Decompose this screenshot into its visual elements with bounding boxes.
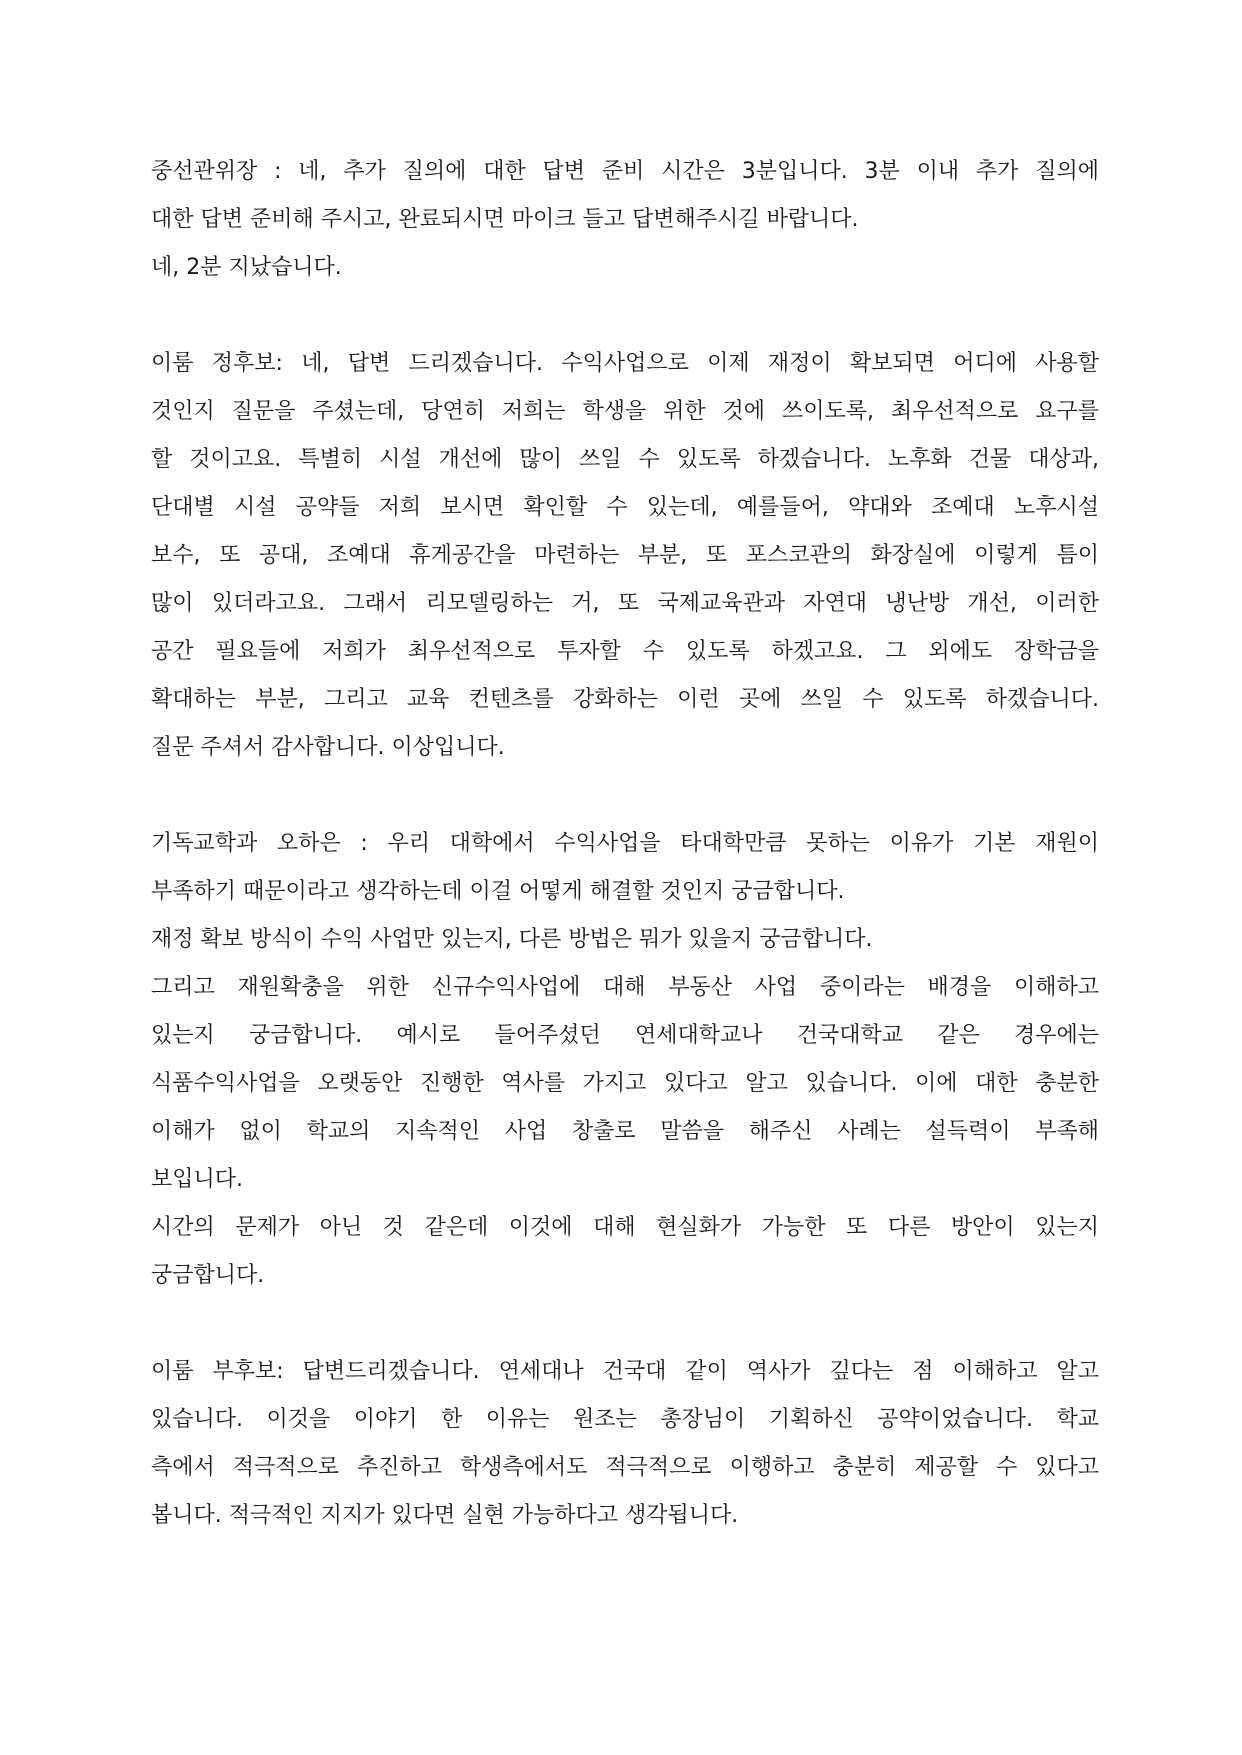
text-line: 할 것이고요. 특별히 시설 개선에 많이 쓰일 수 있도록 하겠습니다. 노후화 건물 대상과, xyxy=(151,447,1099,472)
text-line: 그리고 재원확충을 위한 신규수익사업에 대해 부동산 사업 중이라는 배경을 이해하고 xyxy=(151,975,1099,1000)
paragraph-question-2 xyxy=(151,820,1099,1300)
paragraph-answer-1 xyxy=(151,340,1099,772)
text-line: 확대하는 부분, 그리고 교육 컨텐츠를 강화하는 이런 곳에 쓰일 수 있도록 하겠습니다. xyxy=(151,687,1099,712)
text-line: 중선관위장 : 네, 추가 질의에 대한 답변 준비 시간은 3분입니다. 3분 이내 추가 질의에 xyxy=(151,159,1099,184)
text-line: 재정 확보 방식이 수익 사업만 있는지, 다른 방법은 뭐가 있을지 궁금합니다. xyxy=(151,927,873,952)
text-line: 네, 2분 지났습니다. xyxy=(151,255,342,280)
text-line: 측에서 적극적으로 추진하고 학생측에서도 적극적으로 이행하고 충분히 제공할 수 있다고 xyxy=(151,1455,1099,1480)
text-line: 궁금합니다. xyxy=(151,1263,265,1288)
text-line: 대한 답변 준비해 주시고, 완료되시면 마이크 들고 답변해주시길 바랍니다. xyxy=(151,207,859,232)
text-line: 부족하기 때문이라고 생각하는데 이걸 어떻게 해결할 것인지 궁금합니다. xyxy=(151,879,845,904)
text-line: 이룸 정후보: 네, 답변 드리겠습니다. 수익사업으로 이제 재정이 확보되면 어디에 사용할 xyxy=(151,351,1099,376)
text-line: 이룸 부후보: 답변드리겠습니다. 연세대나 건국대 같이 역사가 깊다는 점 이해하고 알고 xyxy=(151,1359,1099,1384)
text-line: 질문 주셔서 감사합니다. 이상입니다. xyxy=(151,735,505,760)
text-line: 것인지 질문을 주셨는데, 당연히 저희는 학생을 위한 것에 쓰이도록, 최우선적으로 요구를 xyxy=(151,399,1099,424)
text-line: 식품수익사업을 오랫동안 진행한 역사를 가지고 있다고 알고 있습니다. 이에 대한 충분한 xyxy=(151,1071,1099,1096)
document-page xyxy=(151,148,1099,1588)
text-line: 단대별 시설 공약들 저희 보시면 확인할 수 있는데, 예를들어, 약대와 조예대 노후시설 xyxy=(151,495,1099,520)
text-line: 시간의 문제가 아닌 것 같은데 이것에 대해 현실화가 가능한 또 다른 방안이 있는지 xyxy=(151,1215,1099,1240)
paragraph-moderator xyxy=(151,148,1099,292)
text-line: 있습니다. 이것을 이야기 한 이유는 원조는 총장님이 기획하신 공약이었습니다. 학교 xyxy=(151,1407,1099,1432)
text-line: 보입니다. xyxy=(151,1167,244,1192)
text-line: 공간 필요들에 저희가 최우선적으로 투자할 수 있도록 하겠고요. 그 외에도 장학금을 xyxy=(151,639,1099,664)
text-line: 봅니다. 적극적인 지지가 있다면 실현 가능하다고 생각됩니다. xyxy=(151,1503,739,1528)
paragraph-answer-2 xyxy=(151,1348,1099,1540)
text-line: 많이 있더라고요. 그래서 리모델링하는 거, 또 국제교육관과 자연대 냉난방 개선, 이러한 xyxy=(151,591,1099,616)
text-line: 있는지 궁금합니다. 예시로 들어주셨던 연세대학교나 건국대학교 같은 경우에는 xyxy=(151,1023,1099,1048)
text-line: 기독교학과 오하은 : 우리 대학에서 수익사업을 타대학만큼 못하는 이유가 기본 재원이 xyxy=(151,831,1099,856)
text-line: 보수, 또 공대, 조예대 휴게공간을 마련하는 부분, 또 포스코관의 화장실에 이렇게 틈이 xyxy=(151,543,1099,568)
text-line: 이해가 없이 학교의 지속적인 사업 창출로 말씀을 해주신 사례는 설득력이 부족해 xyxy=(151,1119,1099,1144)
